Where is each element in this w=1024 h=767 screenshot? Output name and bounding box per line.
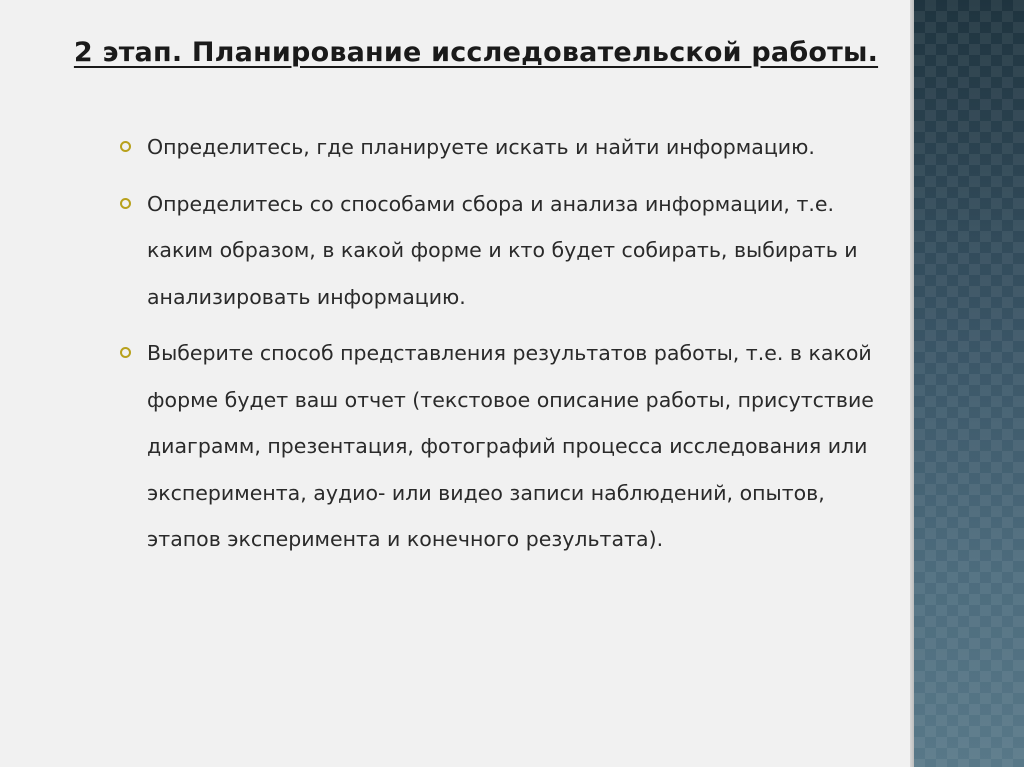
bullet-text: Определитесь, где планируете искать и найти информацию.: [147, 135, 815, 159]
bullet-circle-icon: [120, 198, 131, 209]
decorative-side-panel: [914, 0, 1024, 767]
bullet-text: Выберите способ представления результатов работы, т.е. в какой форме будет ваш отчет (текстовое описание работы, присутствие диаграмм, презентация, фотографий процесса исследования или эксперимента, аудио- или видео записи наблюдений, опытов, этапов эксперимента и конечного результата).: [147, 341, 874, 551]
bullet-circle-icon: [120, 141, 131, 152]
bullet-text: Определитесь со способами сбора и анализа информации, т.е. каким образом, в какой форме и кто будет собирать, выбирать и анализировать информацию.: [147, 191, 858, 309]
bullet-circle-icon: [120, 347, 131, 358]
bullet-list: [120, 124, 890, 573]
bullet-item: [120, 181, 890, 321]
bullet-item: [120, 330, 890, 563]
slide-title: 2 этап. Планирование исследовательской работы.: [73, 37, 879, 68]
bullet-item: [120, 124, 890, 171]
